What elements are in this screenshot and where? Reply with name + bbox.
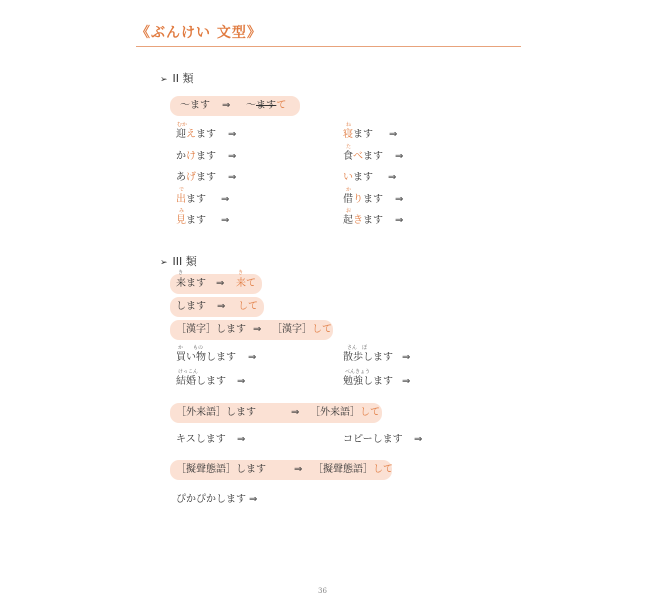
verb-ending: ます <box>353 129 373 140</box>
verb-stem: 借 <box>343 194 353 205</box>
arrow-icon: ⇒ <box>395 215 404 226</box>
verb-stem: あ <box>176 172 186 183</box>
rule-result: して <box>238 301 258 312</box>
arrow-icon: ⇒ <box>222 100 231 111</box>
arrow-icon: ⇒ <box>228 151 237 162</box>
verb-highlight: き <box>353 215 363 226</box>
verb-highlight: け <box>186 151 196 162</box>
ruby-text: けっこん <box>178 369 199 375</box>
group2-rule-right <box>246 99 286 113</box>
rule-prefix: ［漢字］ <box>272 324 312 335</box>
verb-item <box>343 150 383 164</box>
group2-heading-label: II 類 <box>172 72 194 85</box>
rule-left: ［漢字］します <box>176 324 246 335</box>
ruby-text: で <box>179 187 185 193</box>
verb-ending: ます <box>196 129 216 140</box>
arrow-icon: ⇒ <box>395 151 404 162</box>
verb-item <box>176 150 216 164</box>
rule-left: ［擬聲態語］します <box>176 464 266 475</box>
rule-suffix: て <box>276 100 287 111</box>
rule-result: して <box>360 407 380 418</box>
arrow-icon: ⇒ <box>237 376 246 387</box>
rule-left: します <box>176 301 206 312</box>
ruby-text: むか <box>177 122 188 128</box>
arrow-icon: ⇒ <box>402 352 411 363</box>
rule-prefix: 〜 <box>246 100 256 111</box>
ruby-text: か もの <box>178 345 204 351</box>
example-item: 散歩します <box>343 352 393 363</box>
arrow-icon: ⇒ <box>395 194 404 205</box>
ruby-text: き <box>178 270 184 276</box>
arrow-icon: ⇒ <box>249 494 258 505</box>
verb-highlight: え <box>186 129 196 140</box>
arrow-icon: ⇒ <box>294 464 303 475</box>
arrow-icon: ⇒ <box>216 278 225 289</box>
arrow-icon: ⇒ <box>389 129 398 140</box>
verb-ending: ます <box>186 215 206 226</box>
ruby-text: き <box>238 270 244 276</box>
arrow-icon: ⇒ <box>221 215 230 226</box>
triangle-bullet-icon: ➢ <box>160 258 168 268</box>
verb-highlight: 見 <box>176 215 186 226</box>
group3-heading-label: III 類 <box>172 255 197 268</box>
group3-heading <box>160 253 197 269</box>
arrow-icon: ⇒ <box>402 376 411 387</box>
rule-right <box>310 406 380 420</box>
ruby-text: た <box>346 144 352 150</box>
group2-rule-left: 〜ます <box>180 100 210 111</box>
ruby-text: ね <box>346 122 352 128</box>
arrow-icon: ⇒ <box>253 324 262 335</box>
arrow-icon: ⇒ <box>388 172 397 183</box>
verb-stem: 食 <box>343 151 353 162</box>
arrow-icon: ⇒ <box>248 352 257 363</box>
rule-result: して <box>373 464 393 475</box>
rule-prefix: ［外来語］ <box>310 407 360 418</box>
verb-item <box>343 128 373 142</box>
ruby-text: か <box>346 187 352 193</box>
group2-heading <box>160 70 194 86</box>
verb-ending: ます <box>363 215 383 226</box>
verb-highlight: 出 <box>176 194 186 205</box>
verb-ending: ます <box>363 151 383 162</box>
arrow-icon: ⇒ <box>221 194 230 205</box>
verb-highlight: 寝 <box>343 129 353 140</box>
verb-item <box>343 214 383 228</box>
rule-right <box>272 323 332 337</box>
verb-stem: か <box>176 151 186 162</box>
arrow-icon: ⇒ <box>228 129 237 140</box>
verb-highlight: べ <box>353 151 363 162</box>
ruby-text: み <box>179 208 185 214</box>
verb-item <box>343 171 373 185</box>
verb-ending: ます <box>196 172 216 183</box>
arrow-icon: ⇒ <box>237 434 246 445</box>
rule-prefix: ［擬聲態語］ <box>313 464 373 475</box>
verb-item <box>176 214 206 228</box>
verb-highlight: げ <box>186 172 196 183</box>
verb-highlight: り <box>353 194 363 205</box>
verb-item <box>176 193 206 207</box>
rule-right <box>313 463 393 477</box>
verb-ending: ます <box>363 194 383 205</box>
example-item: キスします <box>176 434 226 445</box>
verb-highlight: い <box>343 172 353 183</box>
rule-result: して <box>312 324 332 335</box>
arrow-icon: ⇒ <box>228 172 237 183</box>
example-item: 結婚します <box>176 376 226 387</box>
ruby-text: べんきょう <box>345 369 371 375</box>
title-underline <box>136 46 521 47</box>
verb-stem: 迎 <box>176 129 186 140</box>
verb-stem: 起 <box>343 215 353 226</box>
arrow-icon: ⇒ <box>217 301 226 312</box>
example-item: 買い物します <box>176 352 236 363</box>
triangle-bullet-icon: ➢ <box>160 75 168 85</box>
example-item: コピーします <box>343 434 403 445</box>
verb-item <box>176 128 216 142</box>
verb-item <box>343 193 383 207</box>
verb-ending: ます <box>353 172 373 183</box>
ruby-text: さん ぽ <box>347 345 368 351</box>
arrow-icon: ⇒ <box>291 407 300 418</box>
verb-item <box>176 171 216 185</box>
verb-ending: ます <box>186 194 206 205</box>
verb-ending: ます <box>196 151 216 162</box>
rule-left: 来ます <box>176 278 206 289</box>
example-item: 勉強します <box>343 376 393 387</box>
rule-struck-text: ます <box>256 100 277 111</box>
ruby-text: お <box>346 208 352 214</box>
rule-result: 来て <box>236 278 256 289</box>
page-title: 《ぶんけい 文型》 <box>136 25 262 41</box>
page-number: 36 <box>318 587 327 595</box>
example-item: ぴかぴかします <box>176 494 246 505</box>
rule-left: ［外来語］します <box>176 407 256 418</box>
arrow-icon: ⇒ <box>414 434 423 445</box>
